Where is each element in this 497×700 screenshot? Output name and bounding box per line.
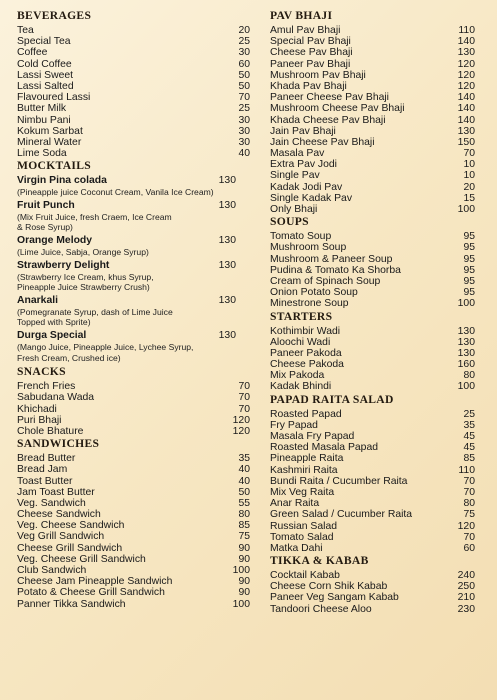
item-description: Fresh Cream, Crushed ice) bbox=[17, 352, 121, 363]
item-price: 80 bbox=[463, 370, 475, 382]
item-price: 95 bbox=[463, 242, 475, 254]
menu-item bbox=[270, 92, 475, 103]
menu-item bbox=[17, 59, 250, 70]
item-price: 140 bbox=[457, 103, 475, 115]
item-name: Russian Salad bbox=[270, 520, 338, 532]
item-price: 30 bbox=[238, 136, 250, 148]
menu-item bbox=[17, 531, 250, 542]
item-description: Topped with Sprite) bbox=[17, 317, 91, 328]
item-price: 95 bbox=[463, 287, 475, 299]
menu-item bbox=[270, 59, 475, 70]
menu-item bbox=[270, 359, 475, 370]
item-name: Paneer Cheese Pav Bhaji bbox=[270, 92, 389, 104]
item-name: Mushroom & Paneer Soup bbox=[270, 253, 393, 265]
item-price: 10 bbox=[463, 159, 475, 171]
item-price: 130 bbox=[218, 175, 236, 187]
menu-item bbox=[270, 570, 475, 581]
item-price: 100 bbox=[457, 298, 475, 310]
item-price: 120 bbox=[457, 520, 475, 532]
menu-item bbox=[270, 159, 475, 170]
menu-item bbox=[270, 287, 475, 298]
item-name: Pineapple Raita bbox=[270, 453, 344, 465]
item-price: 40 bbox=[238, 475, 250, 487]
item-name: Nimbu Pani bbox=[17, 114, 71, 126]
item-name: Amul Pav Bhaji bbox=[270, 25, 341, 36]
item-name: Virgin Pina colada bbox=[17, 175, 107, 187]
section-title: BEVERAGES bbox=[17, 9, 92, 22]
item-price: 95 bbox=[463, 231, 475, 243]
menu-item bbox=[17, 476, 250, 487]
menu-item bbox=[270, 254, 475, 265]
menu-item bbox=[17, 392, 250, 403]
section-snacks bbox=[17, 365, 250, 437]
item-price: 130 bbox=[218, 235, 236, 247]
item-name: Potato & Cheese Grill Sandwich bbox=[17, 587, 165, 599]
item-name: Lassi Salted bbox=[17, 80, 74, 92]
menu-item bbox=[270, 420, 475, 431]
menu-item bbox=[270, 137, 475, 148]
menu-item bbox=[270, 409, 475, 420]
menu-item bbox=[270, 103, 475, 114]
item-name: Cheese Pav Bhaji bbox=[270, 47, 353, 59]
section-title: PAPAD RAITA SALAD bbox=[270, 392, 394, 406]
mocktail-item bbox=[17, 260, 250, 293]
item-name: Kokum Sarbat bbox=[17, 125, 83, 137]
section-starters bbox=[270, 310, 475, 393]
item-name: Roasted Papad bbox=[270, 408, 342, 420]
menu-item bbox=[17, 509, 250, 520]
item-description: (Pineapple juice Coconut Cream, Vanila Ice Cream) bbox=[17, 187, 214, 198]
item-price: 50 bbox=[238, 486, 250, 498]
item-name: Mushroom Cheese Pav Bhaji bbox=[270, 103, 405, 115]
item-name: Extra Pav Jodi bbox=[270, 159, 337, 171]
item-name: Onion Potato Soup bbox=[270, 287, 358, 299]
item-name: Kothimbir Wadi bbox=[270, 325, 341, 337]
item-description: (Lime Juice, Sabja, Orange Syrup) bbox=[17, 247, 149, 258]
section-title: STARTERS bbox=[270, 309, 333, 323]
menu-item bbox=[17, 543, 250, 554]
item-price: 90 bbox=[238, 587, 250, 599]
item-name: Durga Special bbox=[17, 330, 87, 341]
item-name: Bread Jam bbox=[17, 464, 68, 476]
item-price: 110 bbox=[458, 25, 475, 36]
item-name: Minestrone Soup bbox=[270, 298, 349, 310]
section-sandwiches bbox=[17, 437, 250, 610]
item-price: 60 bbox=[463, 542, 475, 554]
item-price: 50 bbox=[238, 80, 250, 92]
menu-item bbox=[270, 298, 475, 309]
item-price: 75 bbox=[238, 531, 250, 543]
item-name: French Fries bbox=[17, 381, 76, 393]
item-price: 120 bbox=[232, 425, 250, 437]
item-name: Tomato Soup bbox=[270, 231, 332, 243]
item-name: Cream of Spinach Soup bbox=[270, 275, 381, 287]
item-price: 90 bbox=[238, 576, 250, 588]
section-title: TIKKA & KABAB bbox=[270, 554, 369, 568]
menu-item bbox=[270, 337, 475, 348]
item-price: 80 bbox=[238, 509, 250, 521]
menu-item bbox=[270, 326, 475, 337]
item-price: 30 bbox=[238, 114, 250, 126]
menu-item bbox=[270, 25, 475, 36]
item-price: 130 bbox=[218, 294, 236, 306]
item-name: Mineral Water bbox=[17, 136, 82, 148]
item-description: & Rose Syrup) bbox=[17, 222, 73, 233]
item-name: Mushroom Soup bbox=[270, 242, 347, 254]
menu-item bbox=[270, 231, 475, 242]
item-name: Matka Dahi bbox=[270, 542, 323, 554]
item-price: 60 bbox=[238, 58, 250, 70]
item-name: Roasted Masala Papad bbox=[270, 442, 379, 454]
item-name: Khada Pav Bhaji bbox=[270, 80, 347, 92]
menu-item bbox=[270, 148, 475, 159]
item-name: Tandoori Cheese Aloo bbox=[270, 603, 372, 615]
item-price: 120 bbox=[457, 69, 475, 81]
menu-item bbox=[270, 182, 475, 193]
item-name: Kashmiri Raita bbox=[270, 464, 338, 476]
item-name: Cheese Pakoda bbox=[270, 359, 344, 371]
menu-item bbox=[17, 576, 250, 587]
item-name: Cheese Corn Shik Kabab bbox=[270, 581, 388, 593]
menu-item bbox=[17, 137, 250, 148]
mocktail-item bbox=[17, 200, 250, 233]
menu-item bbox=[270, 498, 475, 509]
item-price: 110 bbox=[458, 464, 475, 476]
item-name: Tomato Salad bbox=[270, 531, 334, 543]
item-price: 160 bbox=[457, 359, 475, 371]
item-name: Fruit Punch bbox=[17, 199, 75, 211]
menu-item bbox=[270, 509, 475, 520]
item-name: Flavoured Lassi bbox=[17, 92, 91, 104]
item-name: Mushroom Pav Bhaji bbox=[270, 69, 366, 81]
menu-item bbox=[270, 532, 475, 543]
item-price: 45 bbox=[463, 442, 475, 454]
item-price: 120 bbox=[457, 58, 475, 70]
item-name: Veg. Cheese Grill Sandwich bbox=[17, 553, 146, 565]
menu-item bbox=[270, 265, 475, 276]
section-papad-raita-salad bbox=[270, 393, 475, 554]
item-price: 85 bbox=[463, 453, 475, 465]
item-price: 25 bbox=[238, 36, 250, 48]
item-name: Mix Veg Raita bbox=[270, 486, 335, 498]
mocktail-item bbox=[17, 175, 250, 198]
item-name: Orange Melody bbox=[17, 235, 93, 247]
menu-item bbox=[270, 47, 475, 58]
menu-item bbox=[270, 453, 475, 464]
item-price: 70 bbox=[238, 403, 250, 415]
item-name: Lime Soda bbox=[17, 148, 67, 160]
item-price: 70 bbox=[238, 381, 250, 393]
item-name: Aloochi Wadi bbox=[270, 336, 331, 348]
menu-item bbox=[270, 36, 475, 47]
mocktail-item bbox=[17, 330, 250, 363]
item-name: Single Pav bbox=[270, 170, 320, 182]
item-price: 240 bbox=[457, 570, 475, 582]
item-description: Pineapple Juice Strawberry Crush) bbox=[17, 282, 150, 293]
item-price: 50 bbox=[238, 69, 250, 81]
item-price: 25 bbox=[238, 103, 250, 115]
item-name: Veg Grill Sandwich bbox=[17, 531, 105, 543]
item-name: Bread Butter bbox=[17, 453, 76, 465]
item-description: (Pomegranate Syrup, dash of Lime Juice bbox=[17, 306, 173, 317]
item-name: Coffee bbox=[17, 47, 48, 59]
menu-column-right bbox=[270, 9, 475, 615]
item-name: Bundi Raita / Cucumber Raita bbox=[270, 475, 408, 487]
menu-item bbox=[17, 587, 250, 598]
item-name: Puri Bhaji bbox=[17, 414, 62, 426]
item-name: Jain Cheese Pav Bhaji bbox=[270, 136, 375, 148]
menu-column-left bbox=[17, 9, 250, 610]
item-price: 250 bbox=[457, 581, 475, 593]
item-price: 30 bbox=[238, 47, 250, 59]
item-name: Cocktail Kabab bbox=[270, 570, 340, 582]
item-price: 10 bbox=[463, 170, 475, 182]
item-name: Jain Pav Bhaji bbox=[270, 125, 336, 137]
item-price: 75 bbox=[463, 509, 475, 521]
menu-item bbox=[270, 348, 475, 359]
item-name: Sabudana Wada bbox=[17, 392, 95, 404]
item-name: Cheese Grill Sandwich bbox=[17, 542, 123, 554]
item-name: Jam Toast Butter bbox=[17, 486, 95, 498]
menu-item bbox=[17, 381, 250, 392]
menu-item bbox=[17, 25, 250, 36]
menu-item bbox=[270, 581, 475, 592]
item-name: Veg. Cheese Sandwich bbox=[17, 520, 125, 532]
item-price: 230 bbox=[457, 603, 475, 615]
item-name: Paneer Pakoda bbox=[270, 347, 342, 359]
section-title: SNACKS bbox=[17, 365, 66, 379]
item-name: Masala Fry Papad bbox=[270, 431, 355, 442]
item-price: 35 bbox=[238, 453, 250, 465]
menu-item bbox=[270, 431, 475, 442]
item-name: Butter Milk bbox=[17, 103, 67, 115]
menu-item bbox=[17, 115, 250, 126]
item-name: Anar Raita bbox=[270, 498, 320, 510]
item-price: 120 bbox=[232, 414, 250, 426]
item-price: 20 bbox=[238, 25, 250, 36]
item-price: 150 bbox=[457, 136, 475, 148]
menu-item bbox=[270, 204, 475, 215]
item-name: Club Sandwich bbox=[17, 565, 87, 576]
menu-item bbox=[270, 193, 475, 204]
section-title: PAV BHAJI bbox=[270, 9, 333, 22]
item-name: Cheese Sandwich bbox=[17, 509, 101, 521]
item-price: 130 bbox=[457, 336, 475, 348]
item-name: Single Kadak Pav bbox=[270, 192, 353, 204]
section-pav-bhaji bbox=[270, 9, 475, 215]
item-price: 20 bbox=[463, 181, 475, 193]
item-price: 130 bbox=[457, 347, 475, 359]
item-price: 95 bbox=[463, 275, 475, 287]
item-description: (Mango Juice, Pineapple Juice, Lychee Syrup, bbox=[17, 342, 194, 352]
menu-item bbox=[17, 81, 250, 92]
item-price: 70 bbox=[238, 392, 250, 404]
menu-item bbox=[270, 242, 475, 253]
menu-item bbox=[270, 442, 475, 453]
section-title: SOUPS bbox=[270, 215, 309, 229]
menu-item bbox=[17, 404, 250, 415]
menu-item bbox=[17, 148, 250, 159]
item-name: Lassi Sweet bbox=[17, 69, 74, 81]
item-name: Green Salad / Cucumber Raita bbox=[270, 509, 413, 521]
item-price: 95 bbox=[463, 264, 475, 276]
item-price: 120 bbox=[457, 80, 475, 92]
item-price: 35 bbox=[463, 419, 475, 431]
section-title: SANDWICHES bbox=[17, 437, 100, 451]
section-title: MOCKTAILS bbox=[17, 159, 91, 173]
menu-item bbox=[17, 487, 250, 498]
item-price: 140 bbox=[457, 114, 475, 126]
menu-item bbox=[270, 81, 475, 92]
item-price: 40 bbox=[238, 148, 250, 160]
section-mocktails bbox=[17, 159, 250, 363]
item-price: 130 bbox=[457, 325, 475, 337]
menu-item bbox=[17, 464, 250, 475]
item-price: 70 bbox=[463, 486, 475, 498]
item-description: (Mix Fruit Juice, fresh Craem, Ice Cream bbox=[17, 211, 172, 222]
menu-item bbox=[270, 115, 475, 126]
item-price: 80 bbox=[463, 498, 475, 510]
item-name: Special Pav Bhaji bbox=[270, 36, 351, 48]
mocktail-item bbox=[17, 235, 250, 258]
item-name: Cold Coffee bbox=[17, 58, 72, 70]
section-tikka-kabab bbox=[270, 554, 475, 615]
item-price: 85 bbox=[238, 520, 250, 532]
item-name: Only Bhaji bbox=[270, 204, 318, 215]
item-name: Fry Papad bbox=[270, 419, 318, 431]
item-price: 90 bbox=[238, 542, 250, 554]
menu-item bbox=[17, 415, 250, 426]
item-price: 100 bbox=[457, 381, 475, 393]
mocktail-item bbox=[17, 295, 250, 328]
item-price: 130 bbox=[218, 199, 236, 211]
item-name: Khichadi bbox=[17, 403, 57, 415]
item-price: 100 bbox=[232, 565, 250, 576]
item-price: 90 bbox=[238, 553, 250, 565]
item-name: Cheese Jam Pineapple Sandwich bbox=[17, 576, 173, 588]
menu-item bbox=[17, 103, 250, 114]
item-price: 130 bbox=[457, 47, 475, 59]
item-price: 130 bbox=[218, 259, 236, 271]
menu-item bbox=[17, 565, 250, 576]
item-price: 100 bbox=[232, 598, 250, 610]
item-price: 95 bbox=[463, 253, 475, 265]
menu-item bbox=[270, 126, 475, 137]
item-name: Veg. Sandwich bbox=[17, 497, 86, 509]
menu-item bbox=[270, 543, 475, 554]
menu-item bbox=[17, 70, 250, 81]
menu-item bbox=[270, 521, 475, 532]
item-name: Paneer Pav Bhaji bbox=[270, 58, 351, 70]
item-name: Paneer Veg Sangam Kabab bbox=[270, 592, 399, 604]
menu-item bbox=[270, 70, 475, 81]
menu-item bbox=[270, 476, 475, 487]
item-name: Special Tea bbox=[17, 36, 71, 48]
item-name: Mix Pakoda bbox=[270, 370, 325, 382]
menu-item bbox=[17, 426, 250, 437]
item-name: Masala Pav bbox=[270, 148, 325, 160]
menu-item bbox=[17, 520, 250, 531]
menu-item bbox=[17, 47, 250, 58]
item-price: 15 bbox=[463, 192, 475, 204]
item-price: 100 bbox=[457, 204, 475, 215]
item-price: 30 bbox=[238, 125, 250, 137]
menu-item bbox=[17, 126, 250, 137]
item-name: Anarkali bbox=[17, 294, 59, 306]
item-price: 70 bbox=[238, 92, 250, 104]
item-price: 130 bbox=[457, 125, 475, 137]
item-name: Tea bbox=[17, 25, 34, 36]
item-name: Toast Butter bbox=[17, 475, 73, 487]
item-price: 70 bbox=[463, 148, 475, 160]
item-name: Khada Cheese Pav Bhaji bbox=[270, 114, 386, 126]
item-price: 70 bbox=[463, 475, 475, 487]
menu-item bbox=[270, 592, 475, 603]
item-price: 130 bbox=[218, 330, 236, 341]
menu-item bbox=[17, 36, 250, 47]
section-beverages bbox=[17, 9, 250, 159]
item-price: 40 bbox=[238, 464, 250, 476]
item-name: Strawberry Delight bbox=[17, 259, 110, 271]
menu-item bbox=[270, 604, 475, 615]
item-name: Chole Bhature bbox=[17, 425, 84, 437]
menu-item bbox=[17, 498, 250, 509]
item-name: Kadak Bhindi bbox=[270, 381, 332, 393]
menu-item bbox=[270, 370, 475, 381]
section-soups bbox=[270, 215, 475, 309]
menu-item bbox=[270, 276, 475, 287]
menu-item bbox=[17, 554, 250, 565]
item-price: 25 bbox=[463, 408, 475, 420]
menu-item bbox=[270, 465, 475, 476]
item-price: 140 bbox=[457, 92, 475, 104]
menu-item bbox=[270, 170, 475, 181]
item-description: (Strawberry Ice Cream, khus Syrup, bbox=[17, 271, 154, 282]
item-name: Panner Tikka Sandwich bbox=[17, 598, 126, 610]
item-name: Kadak Jodi Pav bbox=[270, 181, 343, 193]
item-price: 140 bbox=[457, 36, 475, 48]
menu-item bbox=[270, 381, 475, 392]
item-price: 210 bbox=[457, 592, 475, 604]
item-price: 45 bbox=[463, 431, 475, 442]
menu-item bbox=[17, 92, 250, 103]
menu-item bbox=[17, 453, 250, 464]
item-name: Pudina & Tomato Ka Shorba bbox=[270, 264, 401, 276]
item-price: 70 bbox=[463, 531, 475, 543]
menu-item bbox=[17, 599, 250, 610]
menu-item bbox=[270, 487, 475, 498]
item-price: 55 bbox=[238, 497, 250, 509]
